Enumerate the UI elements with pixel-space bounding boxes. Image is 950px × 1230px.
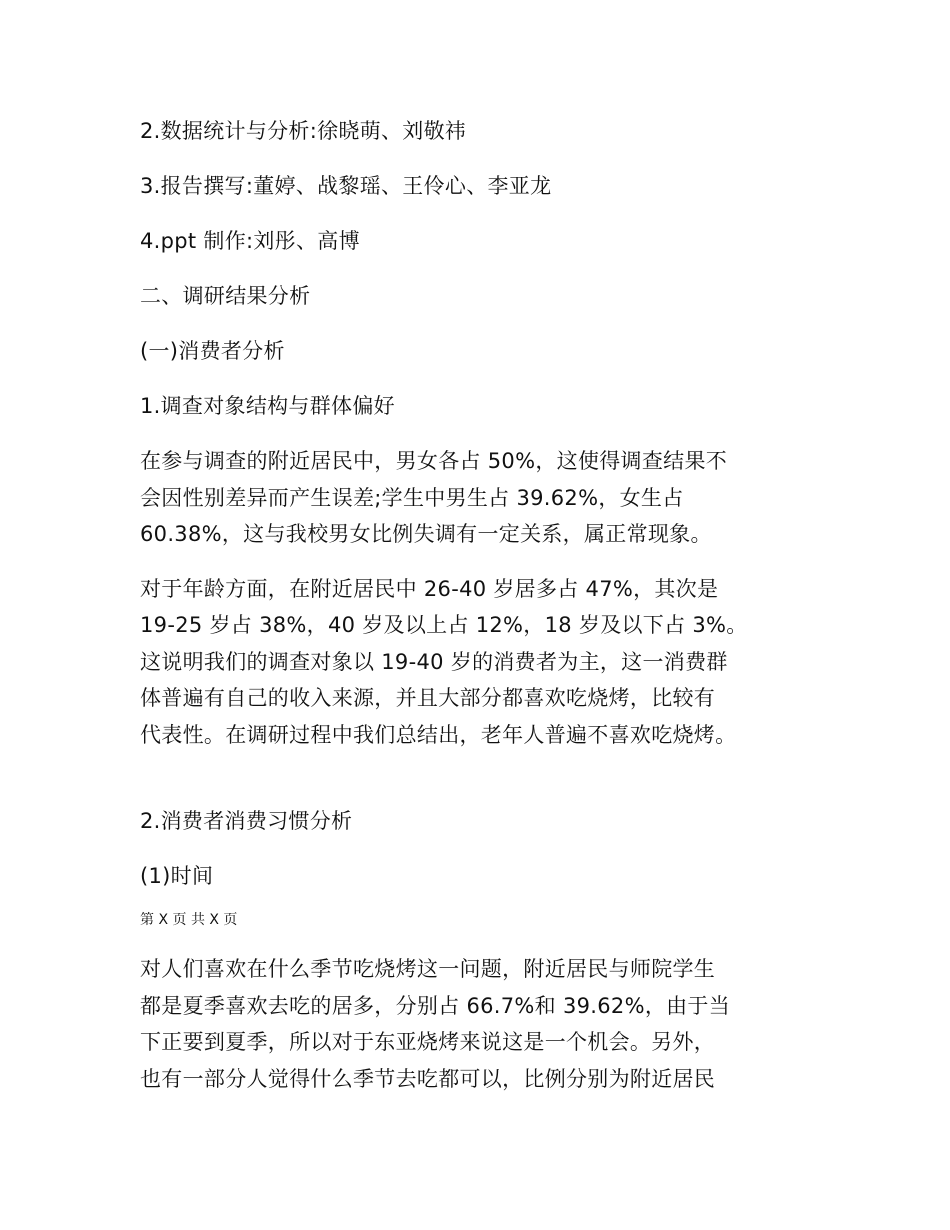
subsection-heading-consumer: (一)消费者分析 [140, 339, 285, 363]
spacer [140, 771, 820, 803]
paragraph-line: 会因性别差异而产生误差;学生中男生占 39.62%，女生占 [140, 485, 684, 510]
paragraph-line: 60.38%，这与我校男女比例失调有一定关系，属正常现象。 [140, 522, 712, 546]
paragraph-line: 对人们喜欢在什么季节吃烧烤这一问题，附近居民与师院学生 [140, 957, 716, 981]
paragraph-line: 代表性。在调研过程中我们总结出，老年人普遍不喜欢吃烧烤。 [140, 722, 737, 747]
document-content [140, 113, 820, 1115]
paragraph-line: 在参与调查的附近居民中，男女各占 50%，这使得调查结果不 [140, 449, 728, 473]
paragraph-season [140, 951, 820, 1097]
page-footer: 第 X 页 共 X 页 [140, 912, 238, 928]
subheading-time: (1)时间 [140, 864, 214, 888]
paragraph-line: 体普遍有自己的收入来源，并且大部分都喜欢吃烧烤，比较有 [140, 686, 716, 710]
subheading-consumption-habits: 2.消费者消费习惯分析 [140, 809, 353, 833]
paragraph-gender [140, 443, 820, 553]
paragraph-line: 下正要到夏季，所以对于东亚烧烤来说这是一个机会。另外， [140, 1030, 716, 1054]
paragraph-line: 都是夏季喜欢去吃的居多，分别占 66.7%和 39.62%，由于当 [140, 993, 731, 1018]
paragraph-line: 对于年龄方面，在附近居民中 26-40 岁居多占 47%，其次是 [140, 576, 719, 601]
subheading-structure-preference: 1.调查对象结构与群体偏好 [140, 394, 395, 418]
item-data-statistics: 2.数据统计与分析:徐晓萌、刘敬祎 [140, 119, 467, 143]
item-ppt-production: 4.ppt 制作:刘彤、高博 [140, 229, 360, 253]
section-heading-results: 二、调研结果分析 [140, 284, 311, 308]
item-report-writing: 3.报告撰写:董婷、战黎瑶、王伶心、李亚龙 [140, 174, 552, 198]
paragraph-line: 这说明我们的调查对象以 19-40 岁的消费者为主，这一消费群 [140, 649, 728, 674]
paragraph-line: 也有一部分人觉得什么季节去吃都可以，比例分别为附近居民 [140, 1066, 716, 1091]
paragraph-line: 19-25 岁占 38%，40 岁及以上占 12%，18 岁及以下占 3%。 [140, 613, 748, 637]
paragraph-age [140, 571, 820, 754]
